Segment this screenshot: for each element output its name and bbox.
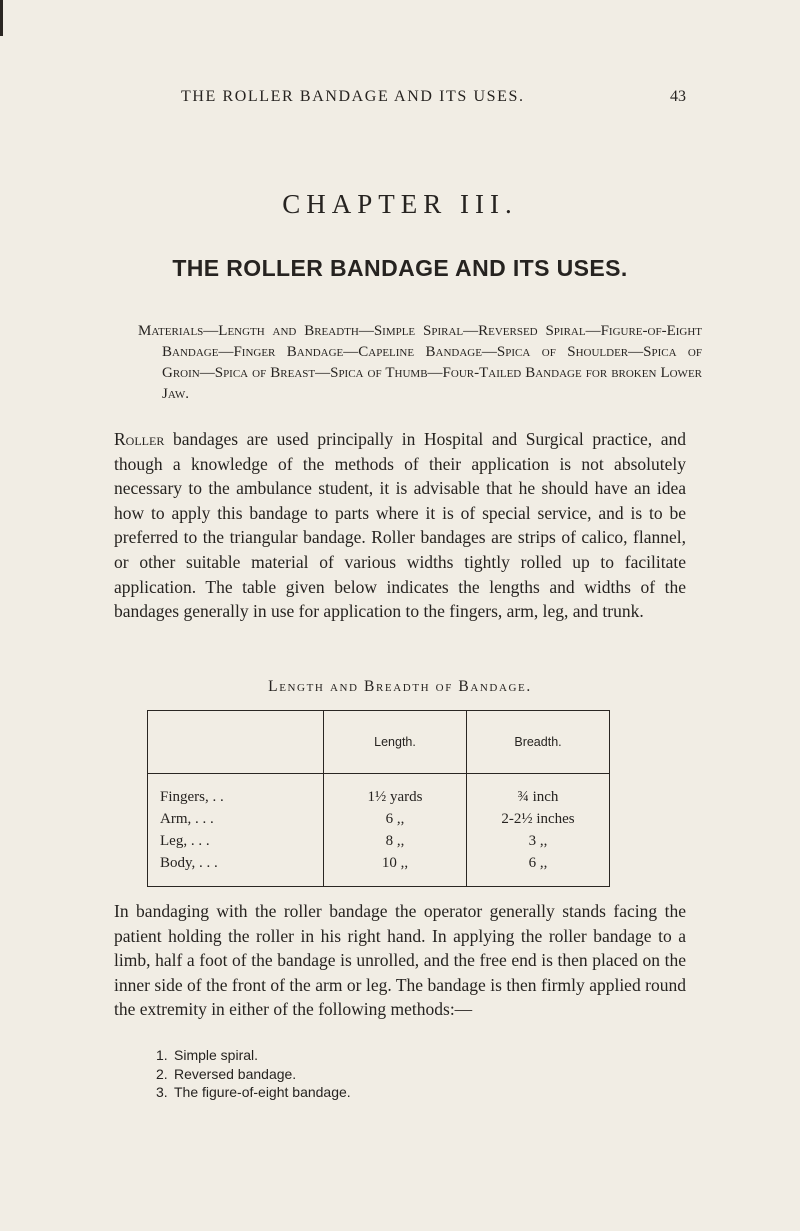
- cell-breadth: ¾ inch: [467, 774, 610, 810]
- table-row: [148, 831, 610, 853]
- method-paragraph: In bandaging with the roller bandage the operator generally stands facing the patient holding the roller in his right hand. In applying the roller bandage to a limb, half a foot of the bandage is unrolled, and the free end is then placed on the inner side of the front of the arm or leg. The bandage is then firmly applied round the extremity in either of the following methods:—: [114, 901, 686, 1020]
- table-row: [148, 809, 610, 831]
- cell-breadth: 2-2½ inches: [467, 809, 610, 831]
- bandage-table: [147, 710, 610, 887]
- cell-length: 10 ,,: [324, 853, 467, 887]
- header-part: [148, 711, 324, 774]
- chapter-summary: Materials—Length and Breadth—Simple Spiral—Reversed Spiral—Figure-of-Eight Bandage—Finger Bandage—Capeline Bandage—Spica of Shoulder—Spica of Groin—Spica of Breast—Spica of Thumb—Four-Tailed Bandage for broken Lower Jaw.: [138, 323, 702, 402]
- methods-list: [156, 1046, 351, 1102]
- list-text: The figure-of-eight bandage.: [174, 1084, 351, 1100]
- cell-breadth: 3 ,,: [467, 831, 610, 853]
- table-header-row: [148, 711, 610, 774]
- page-number: 43: [670, 88, 686, 105]
- list-item: [156, 1046, 351, 1065]
- cell-length: 8 ,,: [324, 831, 467, 853]
- list-item: [156, 1065, 351, 1084]
- list-text: Simple spiral.: [174, 1047, 259, 1063]
- cell-part: Body, . . .: [148, 853, 324, 887]
- chapter-label: CHAPTER III.: [282, 189, 518, 219]
- cell-length: 1½ yards: [324, 774, 467, 810]
- list-text: Reversed bandage.: [174, 1065, 297, 1082]
- running-title: THE ROLLER BANDAGE AND ITS USES.: [181, 88, 525, 105]
- header-length: Length.: [324, 711, 467, 774]
- cell-part: Leg, . . .: [148, 831, 324, 853]
- cell-breadth: 6 ,,: [467, 853, 610, 887]
- table-row: [148, 774, 610, 810]
- list-number: 3.: [156, 1084, 168, 1100]
- intro-text: bandages are used principally in Hospital and Surgical practice, and though a knowledge of the methods of their application is not absolutely necessary to the ambulance student, it is advisable that he should have an idea how to apply this bandage to parts where it is of special service, and is to be preferred to the triangular bandage. Roller bandages are strips of calico, flannel, or other suitable material of various widths tightly rolled up to facilitate application. The table given below indicates the lengths and widths of the bandages generally in use for application to the fingers, arm, leg, and trunk.: [114, 429, 686, 622]
- chapter-title: THE ROLLER BANDAGE AND ITS USES.: [172, 255, 628, 281]
- intro-lead-word: Roller: [114, 429, 165, 449]
- intro-paragraph: [114, 427, 686, 624]
- running-head: [0, 88, 800, 112]
- cell-part: Arm, . . .: [148, 809, 324, 831]
- list-number: 1.: [156, 1047, 168, 1063]
- header-breadth: Breadth.: [467, 711, 610, 774]
- list-number: 2.: [156, 1065, 168, 1082]
- cell-part: Fingers, . .: [148, 774, 324, 810]
- table-caption: Length and Breadth of Bandage.: [268, 678, 532, 695]
- table-row: [148, 853, 610, 887]
- page-edge-mark: [0, 0, 3, 36]
- list-item: [156, 1083, 351, 1102]
- cell-length: 6 ,,: [324, 809, 467, 831]
